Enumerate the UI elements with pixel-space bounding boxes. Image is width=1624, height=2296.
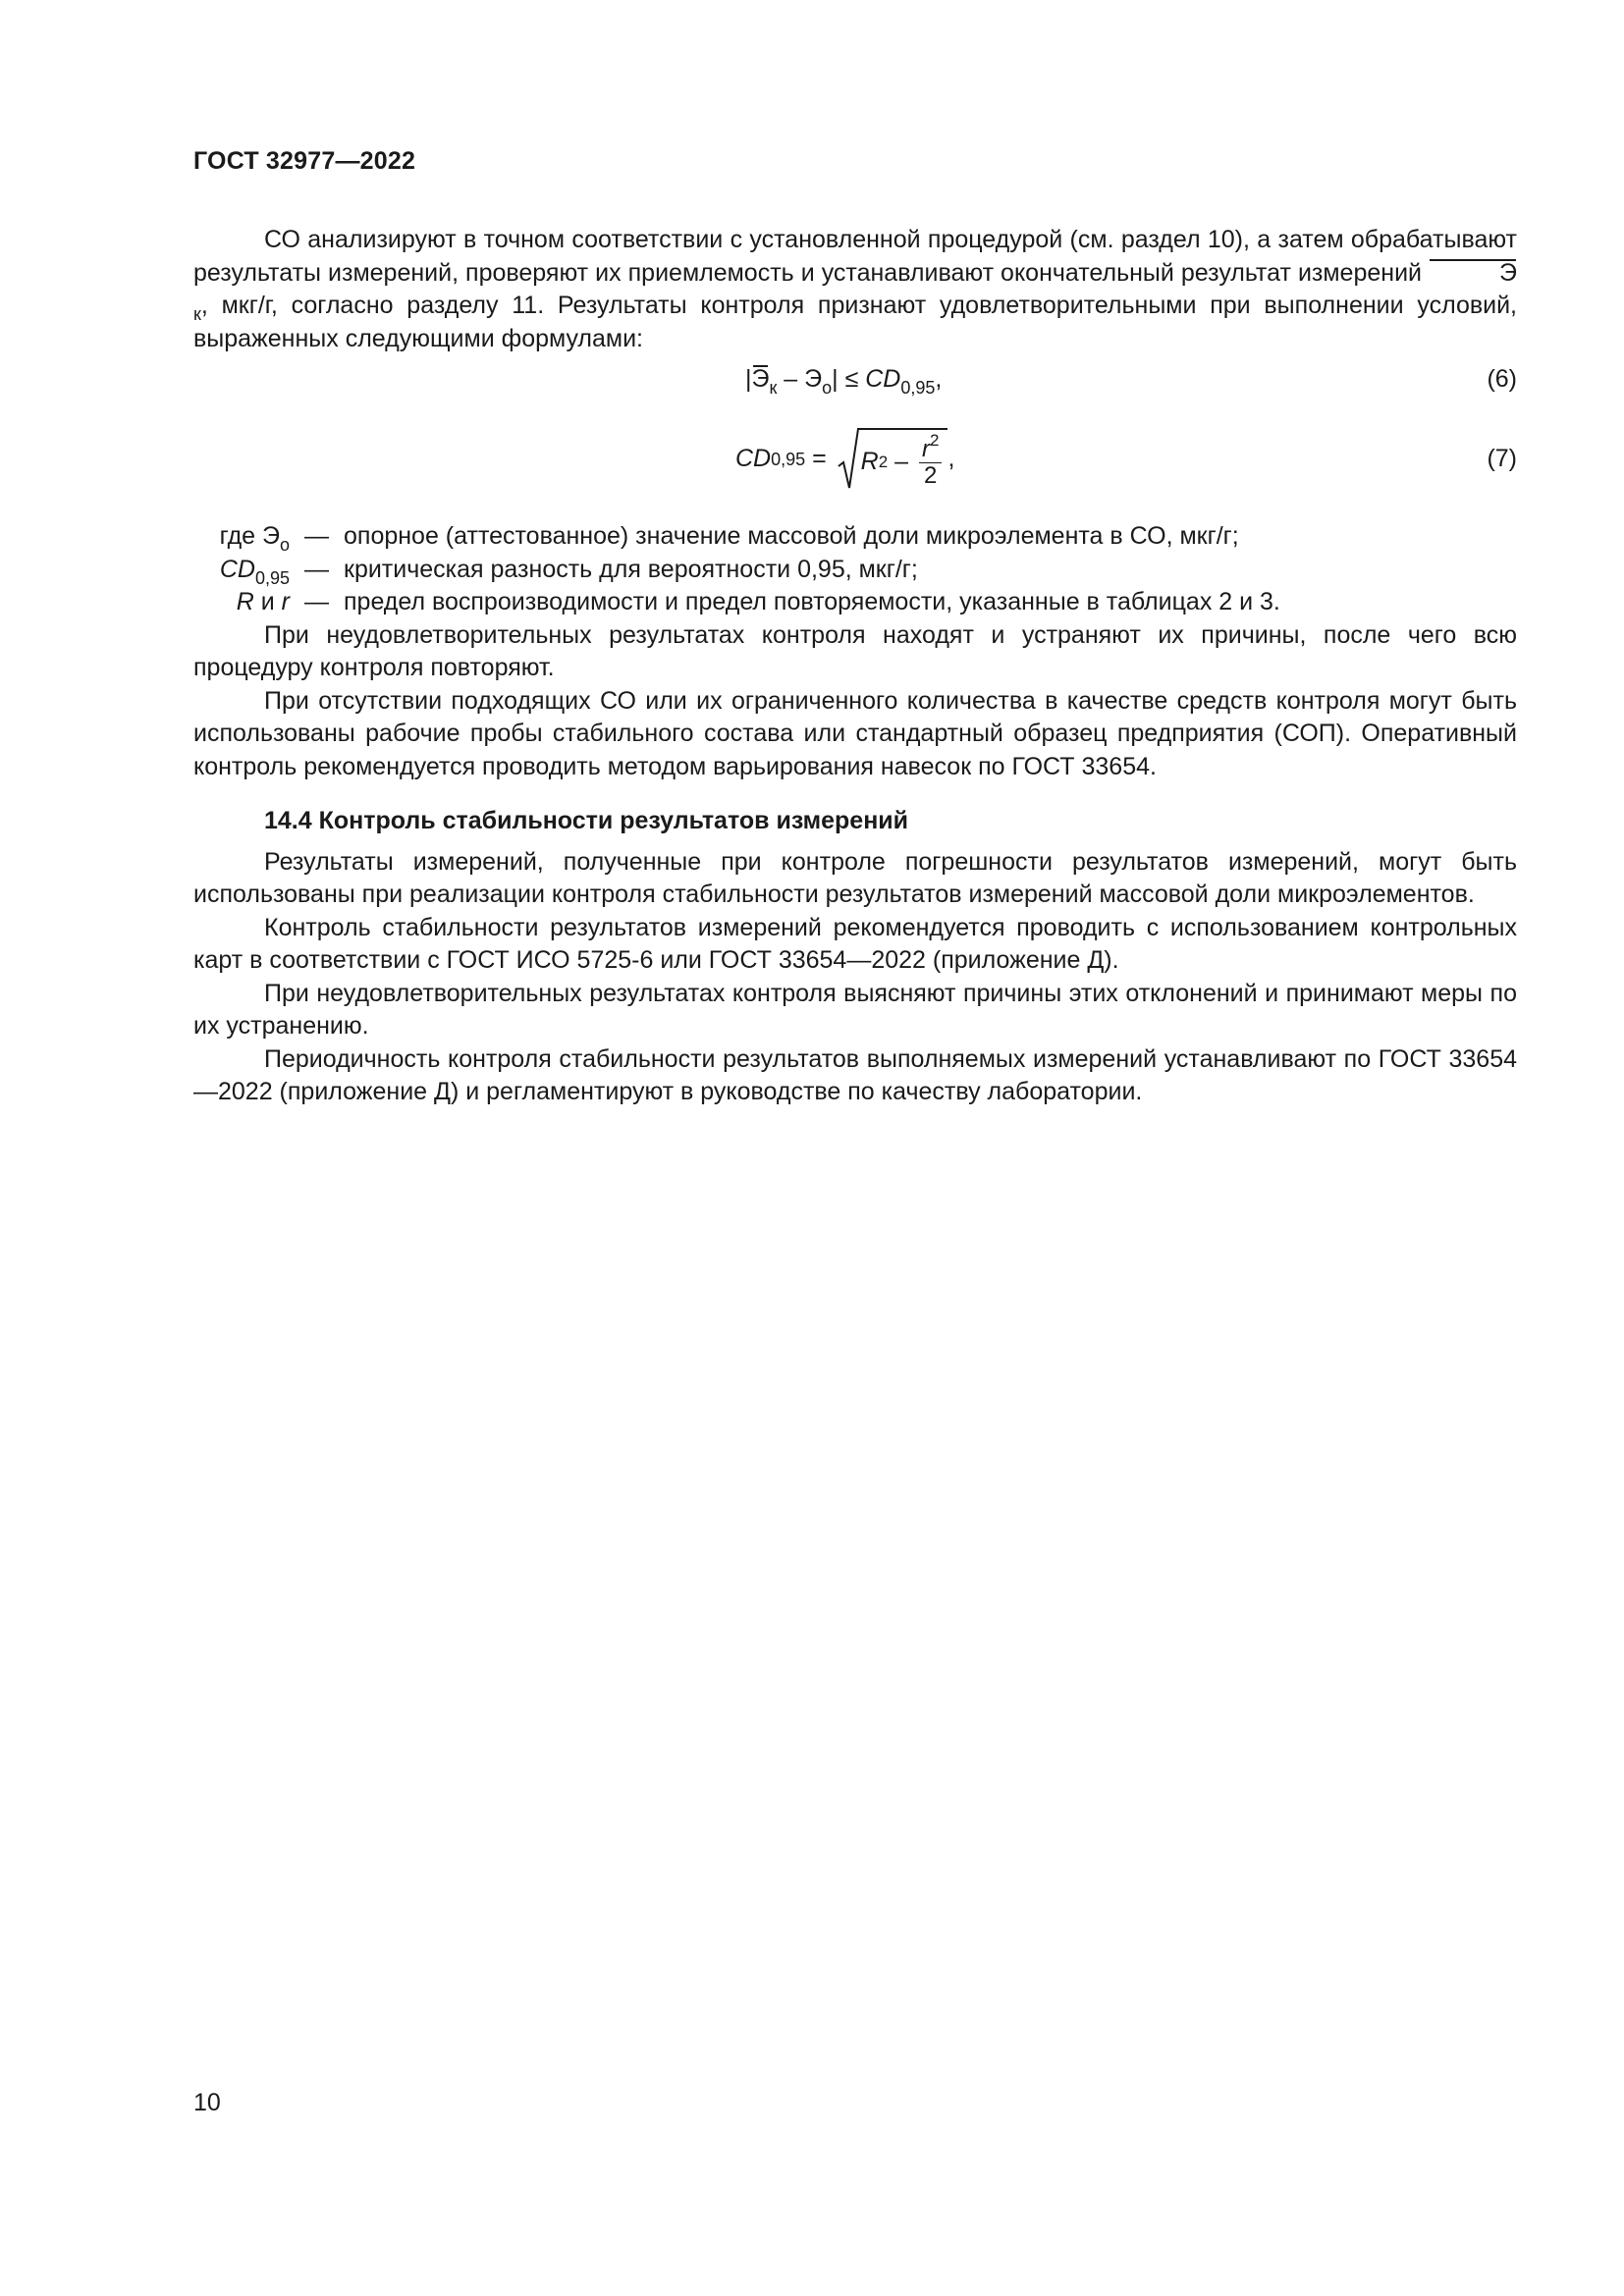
paragraph-deviation-causes: При неудовлетворительных результатах контроля выясняют причины этих отклонений и принимают меры по их устранению. bbox=[193, 979, 1517, 1040]
paragraph-no-reference-material: При отсутствии подходящих СО или их ограниченного количества в качестве средств контроля могут быть использованы рабочие пробы стабильного состава или стандартный образец предприятия (СОП). Оперативный контроль рекомендуется проводить методом варьирования навесок по ГОСТ 33654. bbox=[193, 686, 1517, 780]
intro-text-b: , мкг/г, согласно разделу 11. Результаты контроля признают удовлетворительными при выполнении условий, выраженных следующими формулами: bbox=[193, 292, 1517, 352]
symbol-definitions bbox=[193, 520, 1517, 619]
formula-7 bbox=[193, 424, 1517, 495]
document-code-header: ГОСТ 32977—2022 bbox=[193, 147, 416, 175]
intro-paragraph bbox=[193, 224, 1517, 355]
definition-row-e0: где $Э_о$ — опорное (аттестованное) значение массовой доли микроэлемента в СО, мкг/г; bbox=[219, 522, 1239, 555]
page-number: 10 bbox=[193, 2089, 221, 2116]
paragraph-control-charts: Контроль стабильности результатов измерений рекомендуется проводить с использованием контрольных карт в соответствии с ГОСТ ИСО 5725-6 или ГОСТ 33654—2022 (приложение Д). bbox=[193, 913, 1517, 974]
formula-6 bbox=[193, 363, 1517, 402]
formula-6-number: (6) bbox=[1487, 365, 1517, 393]
document-body bbox=[193, 224, 1517, 1109]
formula-6-mean-symbol: Э bbox=[752, 363, 770, 397]
paragraph-unsatisfactory: При неудовлетворительных результатах контроля находят и устраняют их причины, после чего всю процедуру контроля повторяют. bbox=[193, 620, 1517, 681]
definition-row-r: R и r — предел воспроизводимости и предел повторяемости, указанные в таблицах 2 и 3. bbox=[236, 588, 1280, 615]
square-root-sign bbox=[838, 427, 948, 492]
intro-text-a: СО анализируют в точном соответствии с установленной процедурой (см. раздел 10), а затем обрабатывают результаты измерений, проверяют их приемлемость и устанавливают окончательный результат измерений bbox=[193, 226, 1517, 287]
mean-result-subscript: к bbox=[193, 304, 201, 324]
fraction-r-squared-over-two: $\frac{r^2}{2}$ bbox=[919, 437, 942, 489]
paragraph-periodicity: Периодичность контроля стабильности результатов выполняемых измерений устанавливают по ГОСТ 33654—2022 (приложение Д) и регламентируют в руководстве по качеству лаборатории. bbox=[193, 1044, 1517, 1105]
section-heading-14-4: 14.4 Контроль стабильности результатов измерений bbox=[264, 807, 909, 834]
square-root-radicand: R 2 – $\frac{r^2}{2}$ bbox=[857, 428, 948, 491]
formula-7-number: (7) bbox=[1487, 445, 1517, 472]
paragraph-stability-results: Результаты измерений, полученные при контроле погрешности результатов измерений, могут быть использованы при реализации контроля стабильности результатов измерений массовой доли микроэлементов. bbox=[193, 847, 1517, 908]
formula-7-expression: CD 0,95 = R 2 – $\frac{r^2}{2}$ , bbox=[735, 424, 954, 495]
definition-row-cd: $CD_{0,95}$ — критическая разность для вероятности 0,95, мкг/г; bbox=[219, 555, 918, 588]
mean-result-symbol: Э bbox=[1429, 257, 1517, 291]
formula-6-expression: $|Э_к - Э_о| \le CD_{0,95}$, bbox=[745, 365, 943, 398]
